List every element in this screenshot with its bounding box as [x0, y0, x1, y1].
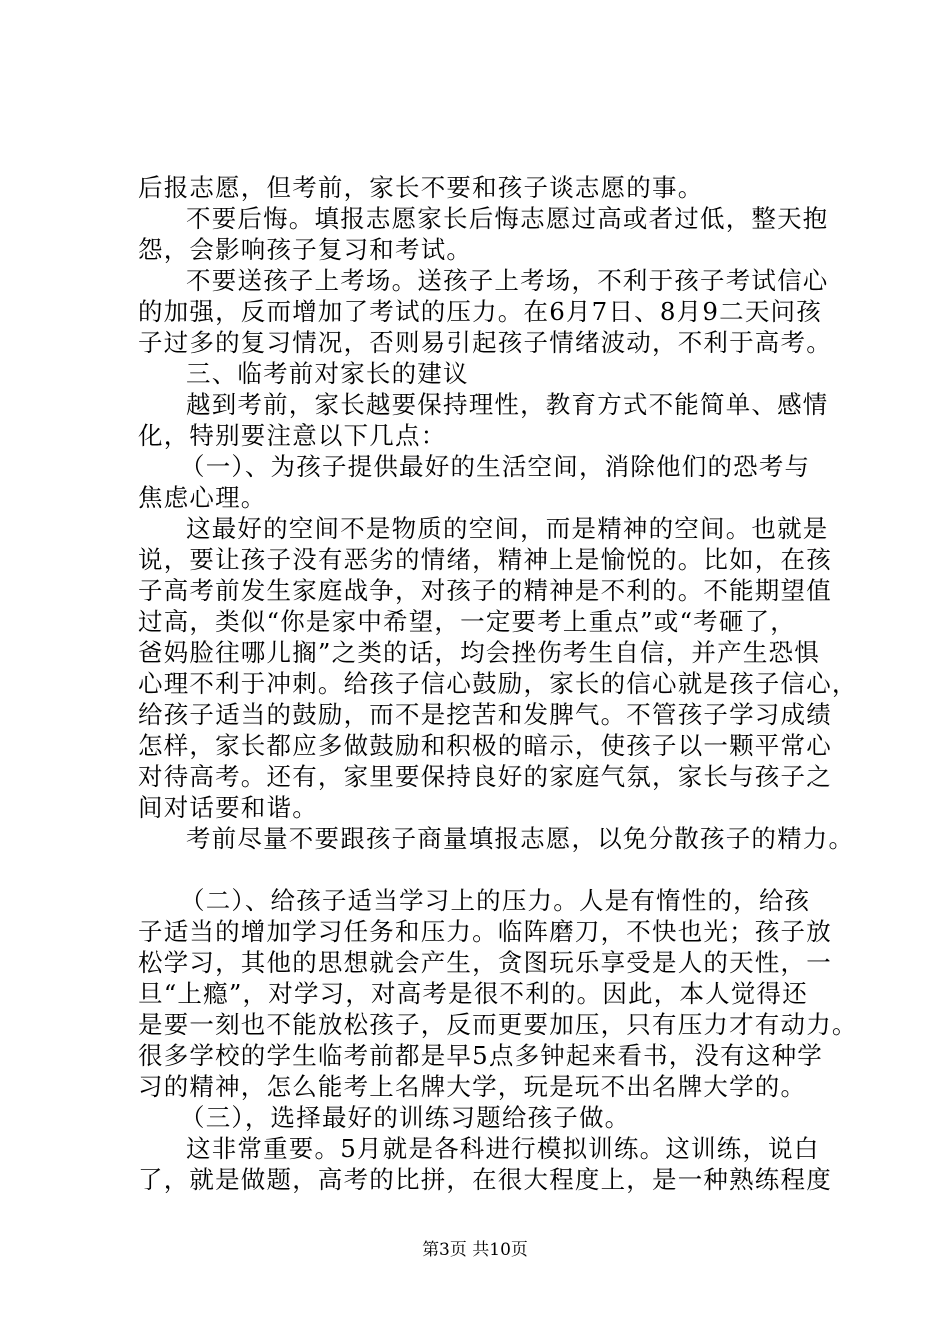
text-line: 焦虑心理。	[138, 483, 267, 512]
subsection-heading: （二）、给孩子适当学习上的压力。人是有惰性的，给孩	[180, 886, 811, 915]
text-line: 心理不利于冲刺。给孩子信心鼓励，家长的信心就是孩子信心，	[138, 669, 858, 698]
text-line: 怎样，家长都应多做鼓励和积极的暗示，使孩子以一颗平常心	[138, 731, 832, 760]
text-line: 了，就是做题，高考的比拼，在很大程度上，是一种熟练程度	[138, 1165, 832, 1194]
text-line: 很多学校的学生临考前都是早5点多钟起来看书，没有这种学	[138, 1041, 823, 1070]
text-line: 子过多的复习情况，否则易引起孩子情绪波动，不利于高考。	[138, 328, 832, 357]
text-line: 习的精神，怎么能考上名牌大学，玩是玩不出名牌大学的。	[138, 1072, 807, 1101]
text-line: 的加强，反而增加了考试的压力。在6月7日、8月9二天问孩	[138, 297, 822, 326]
text-line: 松学习，其他的思想就会产生，贪图玩乐享受是人的天性，一	[138, 948, 832, 977]
text-line: 子高考前发生家庭战争，对孩子的精神是不利的。不能期望值	[138, 576, 832, 605]
text-line: 不要后悔。填报志愿家长后悔志愿过高或者过低，整天抱	[186, 204, 829, 233]
text-line: 是要一刻也不能放松孩子，反而更要加压，只有压力才有动力。	[138, 1010, 858, 1039]
text-line: 旦“上瘾”，对学习，对高考是很不利的。因此，本人觉得还	[138, 979, 808, 1008]
text-line: 这非常重要。5月就是各科进行模拟训练。这训练，说白	[186, 1134, 820, 1163]
text-line: 越到考前，家长越要保持理性，教育方式不能简单、感情	[186, 390, 829, 419]
paragraph-gap	[138, 854, 828, 885]
subsection-heading: （一）、为孩子提供最好的生活空间，消除他们的恐考与	[180, 452, 811, 481]
document-body	[138, 172, 858, 1195]
text-line: 后报志愿，但考前，家长不要和孩子谈志愿的事。	[138, 173, 704, 202]
text-line: 这最好的空间不是物质的空间，而是精神的空间。也就是	[186, 514, 829, 543]
text-line: 过高，类似“你是家中希望，一定要考上重点”或“考砸了，	[138, 607, 796, 636]
text-line: 说，要让孩子没有恶劣的情绪，精神上是愉悦的。比如，在孩	[138, 545, 832, 574]
text-line: 间对话要和谐。	[138, 793, 318, 822]
section-heading: 三、临考前对家长的建议	[186, 359, 469, 388]
text-line: 怨，会影响孩子复习和考试。	[138, 235, 473, 264]
text-line: 爸妈脸往哪儿搁”之类的话，均会挫伤考生自信，并产生恐惧	[138, 638, 820, 667]
text-line: 化，特别要注意以下几点：	[138, 421, 447, 450]
text-line: 子适当的增加学习任务和压力。临阵磨刀，不快也光；孩子放	[138, 917, 832, 946]
text-line: 给孩子适当的鼓励，而不是挖苦和发脾气。不管孩子学习成绩	[138, 700, 832, 729]
page-number-footer: 第3页 共10页	[422, 1240, 528, 1260]
subsection-heading: （三），选择最好的训练习题给孩子做。	[180, 1103, 631, 1132]
text-line: 不要送孩子上考场。送孩子上考场，不利于孩子考试信心	[186, 266, 829, 295]
text-line: 考前尽量不要跟孩子商量填报志愿，以免分散孩子的精力。	[186, 824, 855, 853]
text-line: 对待高考。还有，家里要保持良好的家庭气氛，家长与孩子之	[138, 762, 832, 791]
